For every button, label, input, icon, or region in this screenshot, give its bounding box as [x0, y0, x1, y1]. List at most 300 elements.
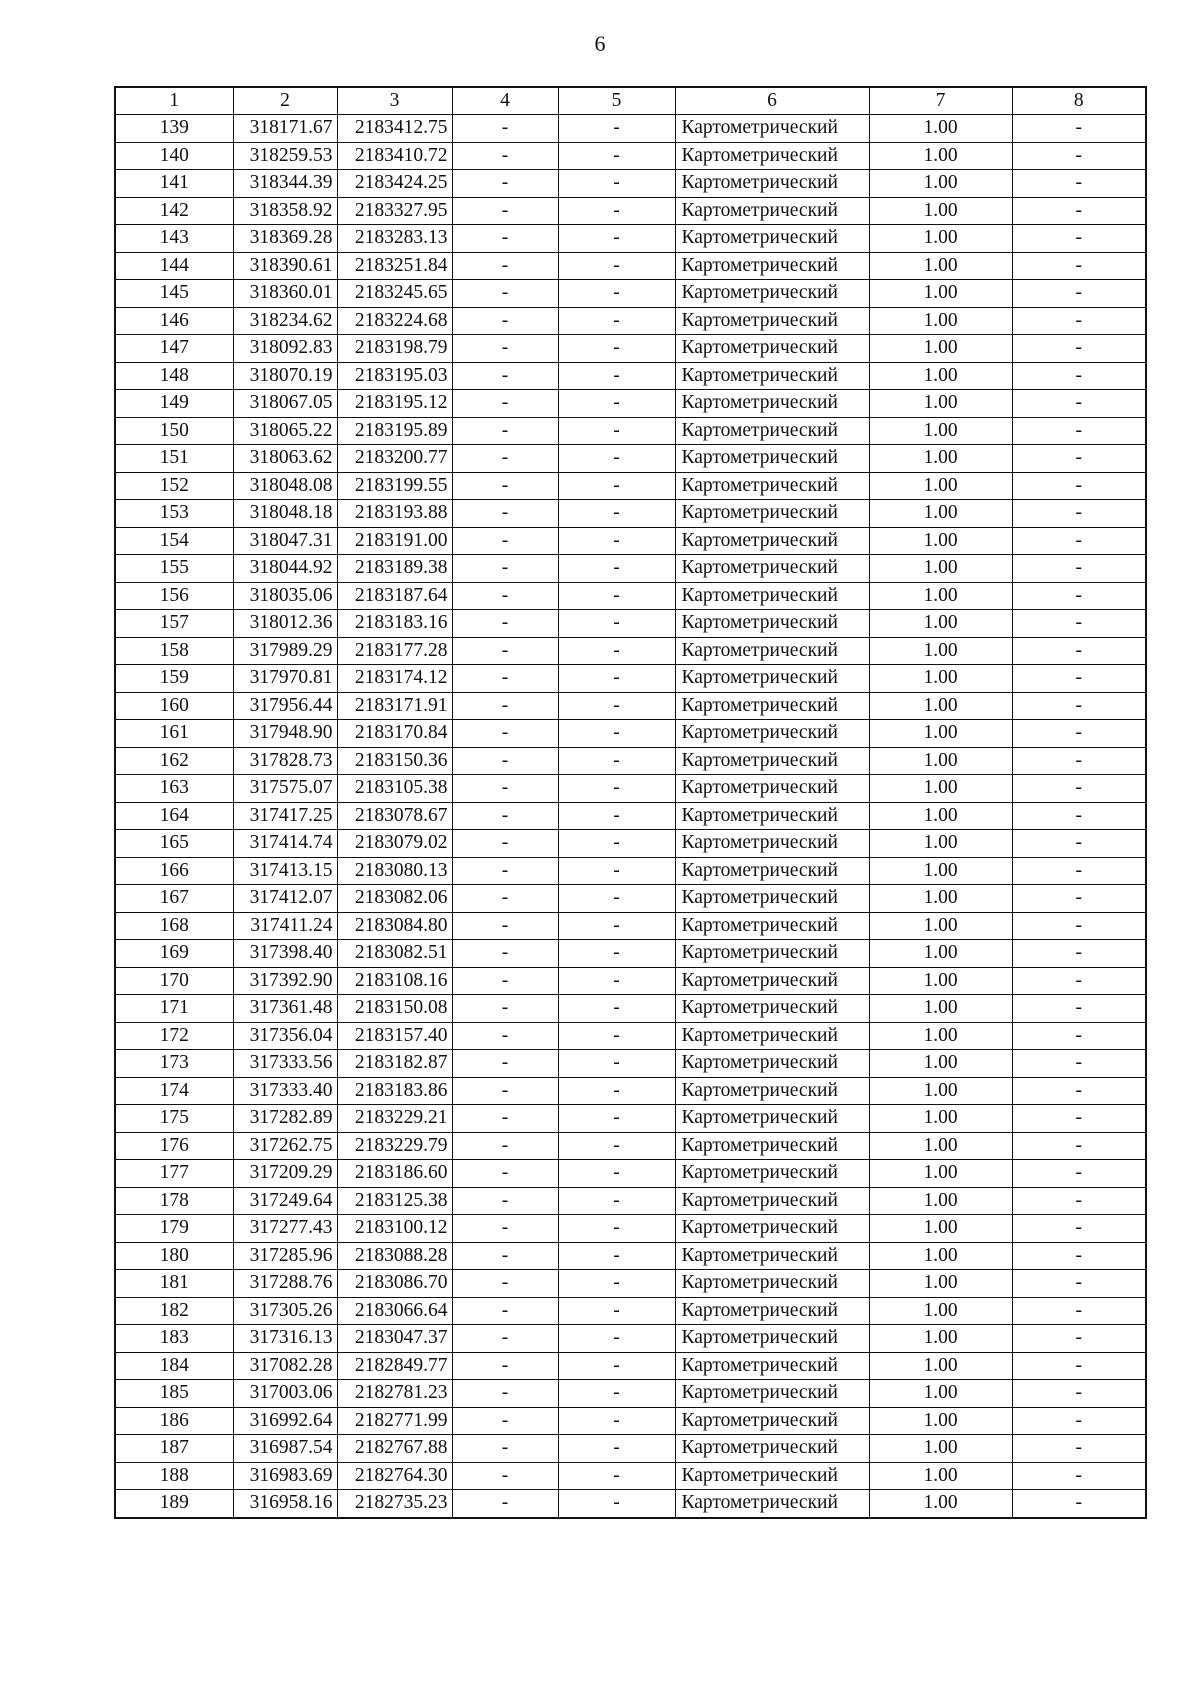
- cell-accuracy: 1.00: [869, 417, 1012, 445]
- cell-x-coordinate: 317948.90: [233, 720, 337, 748]
- cell-col-5: -: [558, 912, 675, 940]
- cell-x-coordinate: 317333.56: [233, 1050, 337, 1078]
- cell-y-coordinate: 2182764.30: [337, 1462, 452, 1490]
- cell-col-8: -: [1012, 912, 1146, 940]
- table-row: [115, 500, 1146, 528]
- cell-col-8: -: [1012, 1297, 1146, 1325]
- cell-point-number: 158: [115, 637, 233, 665]
- cell-col-8: -: [1012, 1380, 1146, 1408]
- cell-method: Картометрический: [675, 1022, 869, 1050]
- cell-accuracy: 1.00: [869, 362, 1012, 390]
- cell-col-5: -: [558, 500, 675, 528]
- table-row: [115, 1077, 1146, 1105]
- cell-point-number: 179: [115, 1215, 233, 1243]
- cell-point-number: 186: [115, 1407, 233, 1435]
- cell-x-coordinate: 317305.26: [233, 1297, 337, 1325]
- table-row: [115, 885, 1146, 913]
- cell-col-8: -: [1012, 775, 1146, 803]
- cell-col-8: -: [1012, 335, 1146, 363]
- table-row: [115, 747, 1146, 775]
- cell-method: Картометрический: [675, 280, 869, 308]
- cell-y-coordinate: 2183283.13: [337, 225, 452, 253]
- cell-col-5: -: [558, 1407, 675, 1435]
- cell-method: Картометрический: [675, 995, 869, 1023]
- cell-method: Картометрический: [675, 802, 869, 830]
- cell-col-5: -: [558, 362, 675, 390]
- cell-x-coordinate: 317282.89: [233, 1105, 337, 1133]
- cell-col-8: -: [1012, 637, 1146, 665]
- coordinates-table: [114, 86, 1147, 1519]
- cell-col-8: -: [1012, 170, 1146, 198]
- cell-col-5: -: [558, 225, 675, 253]
- cell-accuracy: 1.00: [869, 197, 1012, 225]
- cell-col-8: -: [1012, 115, 1146, 143]
- cell-point-number: 151: [115, 445, 233, 473]
- cell-point-number: 162: [115, 747, 233, 775]
- table-row: [115, 252, 1146, 280]
- cell-col-4: -: [452, 1435, 558, 1463]
- cell-point-number: 182: [115, 1297, 233, 1325]
- cell-x-coordinate: 317209.29: [233, 1160, 337, 1188]
- cell-accuracy: 1.00: [869, 555, 1012, 583]
- cell-method: Картометрический: [675, 940, 869, 968]
- cell-point-number: 146: [115, 307, 233, 335]
- cell-point-number: 164: [115, 802, 233, 830]
- cell-y-coordinate: 2183183.86: [337, 1077, 452, 1105]
- cell-y-coordinate: 2183086.70: [337, 1270, 452, 1298]
- cell-y-coordinate: 2182849.77: [337, 1352, 452, 1380]
- cell-accuracy: 1.00: [869, 500, 1012, 528]
- cell-x-coordinate: 318360.01: [233, 280, 337, 308]
- cell-accuracy: 1.00: [869, 1325, 1012, 1353]
- cell-method: Картометрический: [675, 1187, 869, 1215]
- cell-col-8: -: [1012, 720, 1146, 748]
- cell-col-4: -: [452, 1490, 558, 1518]
- cell-method: Картометрический: [675, 1105, 869, 1133]
- cell-accuracy: 1.00: [869, 1352, 1012, 1380]
- cell-col-4: -: [452, 885, 558, 913]
- cell-col-4: -: [452, 940, 558, 968]
- cell-method: Картометрический: [675, 1297, 869, 1325]
- cell-point-number: 163: [115, 775, 233, 803]
- table-row: [115, 1022, 1146, 1050]
- cell-col-5: -: [558, 445, 675, 473]
- cell-y-coordinate: 2183251.84: [337, 252, 452, 280]
- cell-point-number: 187: [115, 1435, 233, 1463]
- cell-col-4: -: [452, 692, 558, 720]
- table-row: [115, 775, 1146, 803]
- cell-col-5: -: [558, 335, 675, 363]
- cell-accuracy: 1.00: [869, 1380, 1012, 1408]
- cell-method: Картометрический: [675, 115, 869, 143]
- cell-method: Картометрический: [675, 1352, 869, 1380]
- cell-method: Картометрический: [675, 500, 869, 528]
- cell-col-5: -: [558, 1435, 675, 1463]
- cell-y-coordinate: 2182735.23: [337, 1490, 452, 1518]
- cell-col-4: -: [452, 362, 558, 390]
- cell-method: Картометрический: [675, 1050, 869, 1078]
- cell-col-8: -: [1012, 747, 1146, 775]
- cell-method: Картометрический: [675, 637, 869, 665]
- cell-y-coordinate: 2183183.16: [337, 610, 452, 638]
- cell-col-8: -: [1012, 665, 1146, 693]
- table-row: [115, 1105, 1146, 1133]
- cell-y-coordinate: 2183229.79: [337, 1132, 452, 1160]
- cell-accuracy: 1.00: [869, 1187, 1012, 1215]
- cell-col-5: -: [558, 555, 675, 583]
- cell-point-number: 144: [115, 252, 233, 280]
- cell-method: Картометрический: [675, 1077, 869, 1105]
- cell-method: Картометрический: [675, 1270, 869, 1298]
- cell-col-4: -: [452, 1105, 558, 1133]
- cell-col-8: -: [1012, 1407, 1146, 1435]
- cell-col-4: -: [452, 170, 558, 198]
- cell-x-coordinate: 318358.92: [233, 197, 337, 225]
- cell-y-coordinate: 2183195.89: [337, 417, 452, 445]
- cell-point-number: 150: [115, 417, 233, 445]
- cell-accuracy: 1.00: [869, 1297, 1012, 1325]
- cell-x-coordinate: 316983.69: [233, 1462, 337, 1490]
- cell-col-8: -: [1012, 417, 1146, 445]
- cell-y-coordinate: 2183195.12: [337, 390, 452, 418]
- cell-col-4: -: [452, 1077, 558, 1105]
- cell-x-coordinate: 317003.06: [233, 1380, 337, 1408]
- cell-col-8: -: [1012, 610, 1146, 638]
- cell-col-8: -: [1012, 362, 1146, 390]
- table-row: [115, 995, 1146, 1023]
- cell-accuracy: 1.00: [869, 335, 1012, 363]
- table-row: [115, 940, 1146, 968]
- cell-col-8: -: [1012, 280, 1146, 308]
- cell-col-5: -: [558, 637, 675, 665]
- table-row: [115, 1270, 1146, 1298]
- cell-accuracy: 1.00: [869, 1022, 1012, 1050]
- cell-col-4: -: [452, 967, 558, 995]
- cell-x-coordinate: 317356.04: [233, 1022, 337, 1050]
- cell-col-8: -: [1012, 1352, 1146, 1380]
- cell-y-coordinate: 2183193.88: [337, 500, 452, 528]
- cell-col-5: -: [558, 1242, 675, 1270]
- cell-col-4: -: [452, 1380, 558, 1408]
- cell-col-5: -: [558, 1215, 675, 1243]
- cell-y-coordinate: 2183174.12: [337, 665, 452, 693]
- cell-accuracy: 1.00: [869, 445, 1012, 473]
- cell-point-number: 184: [115, 1352, 233, 1380]
- cell-point-number: 178: [115, 1187, 233, 1215]
- cell-col-4: -: [452, 995, 558, 1023]
- cell-point-number: 154: [115, 527, 233, 555]
- cell-col-4: -: [452, 1242, 558, 1270]
- cell-col-8: -: [1012, 500, 1146, 528]
- cell-accuracy: 1.00: [869, 1105, 1012, 1133]
- table-row: [115, 1462, 1146, 1490]
- cell-col-4: -: [452, 115, 558, 143]
- cell-col-8: -: [1012, 1325, 1146, 1353]
- cell-col-8: -: [1012, 1270, 1146, 1298]
- cell-col-8: -: [1012, 307, 1146, 335]
- cell-method: Картометрический: [675, 1407, 869, 1435]
- cell-col-8: -: [1012, 1050, 1146, 1078]
- cell-accuracy: 1.00: [869, 775, 1012, 803]
- cell-accuracy: 1.00: [869, 1462, 1012, 1490]
- cell-point-number: 149: [115, 390, 233, 418]
- cell-method: Картометрический: [675, 555, 869, 583]
- cell-accuracy: 1.00: [869, 170, 1012, 198]
- column-header-7: 7: [869, 87, 1012, 115]
- cell-col-8: -: [1012, 967, 1146, 995]
- column-header-3: 3: [337, 87, 452, 115]
- cell-col-8: -: [1012, 1160, 1146, 1188]
- cell-x-coordinate: 318044.92: [233, 555, 337, 583]
- cell-col-4: -: [452, 857, 558, 885]
- cell-y-coordinate: 2183224.68: [337, 307, 452, 335]
- table-row: [115, 1050, 1146, 1078]
- table-row: [115, 582, 1146, 610]
- cell-col-4: -: [452, 1132, 558, 1160]
- cell-x-coordinate: 318012.36: [233, 610, 337, 638]
- cell-x-coordinate: 318067.05: [233, 390, 337, 418]
- cell-x-coordinate: 318047.31: [233, 527, 337, 555]
- table-row: [115, 362, 1146, 390]
- cell-col-5: -: [558, 830, 675, 858]
- cell-col-8: -: [1012, 445, 1146, 473]
- cell-y-coordinate: 2183412.75: [337, 115, 452, 143]
- cell-y-coordinate: 2182781.23: [337, 1380, 452, 1408]
- cell-accuracy: 1.00: [869, 885, 1012, 913]
- cell-col-5: -: [558, 1187, 675, 1215]
- cell-method: Картометрический: [675, 1490, 869, 1518]
- cell-accuracy: 1.00: [869, 610, 1012, 638]
- cell-col-5: -: [558, 665, 675, 693]
- column-header-8: 8: [1012, 87, 1146, 115]
- cell-x-coordinate: 317411.24: [233, 912, 337, 940]
- cell-y-coordinate: 2183100.12: [337, 1215, 452, 1243]
- cell-x-coordinate: 317970.81: [233, 665, 337, 693]
- cell-col-4: -: [452, 1352, 558, 1380]
- cell-y-coordinate: 2183187.64: [337, 582, 452, 610]
- cell-method: Картометрический: [675, 610, 869, 638]
- table-row: [115, 857, 1146, 885]
- cell-point-number: 181: [115, 1270, 233, 1298]
- cell-col-8: -: [1012, 1132, 1146, 1160]
- cell-y-coordinate: 2183150.08: [337, 995, 452, 1023]
- cell-col-8: -: [1012, 1022, 1146, 1050]
- cell-col-5: -: [558, 940, 675, 968]
- cell-point-number: 155: [115, 555, 233, 583]
- cell-method: Картометрический: [675, 1325, 869, 1353]
- table-row: [115, 1435, 1146, 1463]
- cell-method: Картометрический: [675, 747, 869, 775]
- cell-accuracy: 1.00: [869, 637, 1012, 665]
- cell-col-8: -: [1012, 390, 1146, 418]
- cell-y-coordinate: 2183080.13: [337, 857, 452, 885]
- cell-x-coordinate: 317417.25: [233, 802, 337, 830]
- cell-col-8: -: [1012, 802, 1146, 830]
- cell-col-5: -: [558, 1325, 675, 1353]
- table-row: [115, 967, 1146, 995]
- cell-accuracy: 1.00: [869, 967, 1012, 995]
- cell-x-coordinate: 317412.07: [233, 885, 337, 913]
- cell-method: Картометрический: [675, 1215, 869, 1243]
- table-row: [115, 225, 1146, 253]
- cell-x-coordinate: 317333.40: [233, 1077, 337, 1105]
- cell-accuracy: 1.00: [869, 1270, 1012, 1298]
- cell-accuracy: 1.00: [869, 857, 1012, 885]
- cell-x-coordinate: 318065.22: [233, 417, 337, 445]
- table-row: [115, 417, 1146, 445]
- cell-col-4: -: [452, 1187, 558, 1215]
- cell-method: Картометрический: [675, 912, 869, 940]
- cell-col-8: -: [1012, 1490, 1146, 1518]
- cell-y-coordinate: 2183105.38: [337, 775, 452, 803]
- table-row: [115, 1215, 1146, 1243]
- cell-method: Картометрический: [675, 390, 869, 418]
- cell-accuracy: 1.00: [869, 1242, 1012, 1270]
- cell-y-coordinate: 2183327.95: [337, 197, 452, 225]
- cell-y-coordinate: 2183410.72: [337, 142, 452, 170]
- cell-point-number: 143: [115, 225, 233, 253]
- cell-y-coordinate: 2183191.00: [337, 527, 452, 555]
- cell-point-number: 171: [115, 995, 233, 1023]
- cell-col-4: -: [452, 747, 558, 775]
- cell-col-4: -: [452, 1325, 558, 1353]
- cell-col-4: -: [452, 802, 558, 830]
- cell-y-coordinate: 2183177.28: [337, 637, 452, 665]
- cell-col-5: -: [558, 1132, 675, 1160]
- cell-y-coordinate: 2183150.36: [337, 747, 452, 775]
- column-header-1: 1: [115, 87, 233, 115]
- table-row: [115, 527, 1146, 555]
- cell-accuracy: 1.00: [869, 1435, 1012, 1463]
- cell-col-4: -: [452, 390, 558, 418]
- cell-col-5: -: [558, 610, 675, 638]
- cell-col-8: -: [1012, 555, 1146, 583]
- cell-col-5: -: [558, 995, 675, 1023]
- table-row: [115, 197, 1146, 225]
- table-row: [115, 1380, 1146, 1408]
- table-row: [115, 610, 1146, 638]
- cell-col-8: -: [1012, 1435, 1146, 1463]
- cell-col-4: -: [452, 197, 558, 225]
- cell-col-5: -: [558, 1022, 675, 1050]
- cell-accuracy: 1.00: [869, 472, 1012, 500]
- cell-x-coordinate: 317414.74: [233, 830, 337, 858]
- cell-col-5: -: [558, 775, 675, 803]
- table-row: [115, 665, 1146, 693]
- cell-col-5: -: [558, 1105, 675, 1133]
- table-row: [115, 1407, 1146, 1435]
- cell-col-5: -: [558, 1050, 675, 1078]
- column-header-2: 2: [233, 87, 337, 115]
- cell-col-4: -: [452, 720, 558, 748]
- cell-point-number: 168: [115, 912, 233, 940]
- cell-method: Картометрический: [675, 1435, 869, 1463]
- cell-col-5: -: [558, 857, 675, 885]
- column-header-6: 6: [675, 87, 869, 115]
- cell-point-number: 145: [115, 280, 233, 308]
- cell-y-coordinate: 2183424.25: [337, 170, 452, 198]
- table-row: [115, 637, 1146, 665]
- cell-col-5: -: [558, 1462, 675, 1490]
- cell-accuracy: 1.00: [869, 1160, 1012, 1188]
- cell-point-number: 141: [115, 170, 233, 198]
- cell-x-coordinate: 317262.75: [233, 1132, 337, 1160]
- cell-accuracy: 1.00: [869, 527, 1012, 555]
- cell-y-coordinate: 2183125.38: [337, 1187, 452, 1215]
- table-row: [115, 472, 1146, 500]
- cell-accuracy: 1.00: [869, 995, 1012, 1023]
- cell-col-5: -: [558, 967, 675, 995]
- cell-method: Картометрический: [675, 362, 869, 390]
- cell-y-coordinate: 2183066.64: [337, 1297, 452, 1325]
- cell-col-8: -: [1012, 197, 1146, 225]
- cell-method: Картометрический: [675, 967, 869, 995]
- cell-method: Картометрический: [675, 307, 869, 335]
- cell-point-number: 170: [115, 967, 233, 995]
- column-header-5: 5: [558, 87, 675, 115]
- table-row: [115, 555, 1146, 583]
- cell-point-number: 156: [115, 582, 233, 610]
- cell-col-4: -: [452, 1297, 558, 1325]
- cell-col-4: -: [452, 582, 558, 610]
- cell-col-8: -: [1012, 1242, 1146, 1270]
- cell-col-8: -: [1012, 252, 1146, 280]
- cell-y-coordinate: 2183229.21: [337, 1105, 452, 1133]
- cell-col-5: -: [558, 1297, 675, 1325]
- cell-method: Картометрический: [675, 775, 869, 803]
- cell-point-number: 177: [115, 1160, 233, 1188]
- cell-method: Картометрический: [675, 830, 869, 858]
- table-row: [115, 170, 1146, 198]
- cell-accuracy: 1.00: [869, 280, 1012, 308]
- cell-col-5: -: [558, 142, 675, 170]
- cell-col-4: -: [452, 555, 558, 583]
- cell-col-8: -: [1012, 1187, 1146, 1215]
- cell-col-5: -: [558, 1490, 675, 1518]
- column-header-4: 4: [452, 87, 558, 115]
- table-header: [115, 87, 1146, 115]
- table-row: [115, 115, 1146, 143]
- cell-point-number: 189: [115, 1490, 233, 1518]
- cell-col-5: -: [558, 252, 675, 280]
- cell-x-coordinate: 318048.18: [233, 500, 337, 528]
- cell-col-8: -: [1012, 1462, 1146, 1490]
- cell-col-5: -: [558, 582, 675, 610]
- cell-method: Картометрический: [675, 1242, 869, 1270]
- cell-col-5: -: [558, 1380, 675, 1408]
- cell-method: Картометрический: [675, 1132, 869, 1160]
- cell-method: Картометрический: [675, 527, 869, 555]
- cell-y-coordinate: 2183088.28: [337, 1242, 452, 1270]
- cell-col-4: -: [452, 252, 558, 280]
- cell-x-coordinate: 316992.64: [233, 1407, 337, 1435]
- header-row: [115, 87, 1146, 115]
- table-row: [115, 830, 1146, 858]
- table-body: [115, 115, 1146, 1518]
- cell-accuracy: 1.00: [869, 307, 1012, 335]
- table-row: [115, 1242, 1146, 1270]
- table-row: [115, 1187, 1146, 1215]
- cell-col-4: -: [452, 225, 558, 253]
- cell-accuracy: 1.00: [869, 940, 1012, 968]
- cell-point-number: 148: [115, 362, 233, 390]
- table-row: [115, 802, 1146, 830]
- cell-x-coordinate: 318063.62: [233, 445, 337, 473]
- cell-method: Картометрический: [675, 1160, 869, 1188]
- cell-x-coordinate: 317989.29: [233, 637, 337, 665]
- cell-accuracy: 1.00: [869, 142, 1012, 170]
- cell-accuracy: 1.00: [869, 1132, 1012, 1160]
